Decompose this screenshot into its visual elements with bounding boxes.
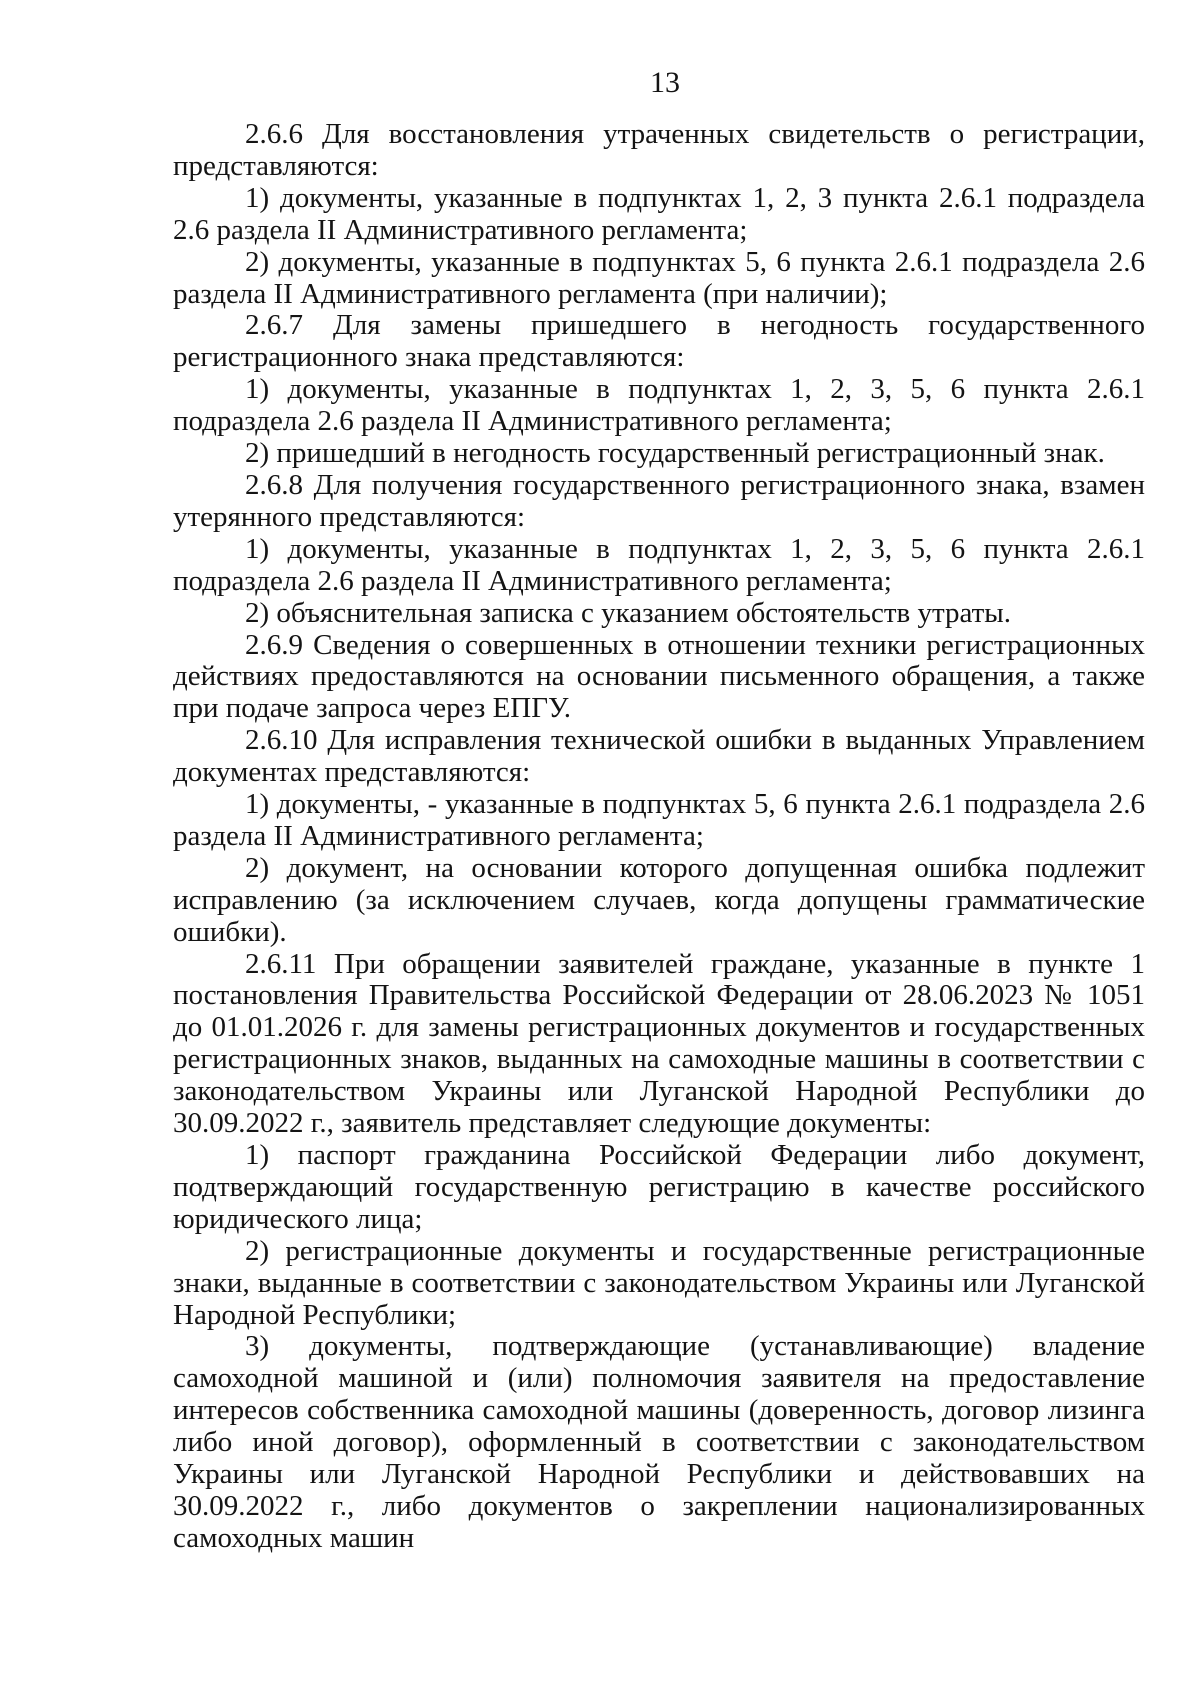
list-item: 2) регистрационные документы и государственные регистрационные знаки, выданные в соответствии с законодательством Украины или Луганской Народной Республики; (173, 1234, 1145, 1331)
list-item: 1) документы, указанные в подпунктах 1, 2, 3 пункта 2.6.1 подраздела 2.6 раздела II Административного регламента; (173, 181, 1145, 246)
list-item: 2) документы, указанные в подпунктах 5, 6 пункта 2.6.1 подраздела 2.6 раздела II Административного регламента (при наличии); (173, 245, 1145, 310)
list-item: 1) документы, указанные в подпунктах 1, 2, 3, 5, 6 пункта 2.6.1 подраздела 2.6 раздела II Административного регламента; (173, 373, 1145, 438)
list-item: 2) документ, на основании которого допущенная ошибка подлежит исправлению (за исключением случаев, когда допущены грамматические ошибки). (173, 851, 1145, 948)
page-number: 13 (650, 66, 680, 99)
list-item: 1) документы, - указанные в подпунктах 5, 6 пункта 2.6.1 подраздела 2.6 раздела II Административного регламента; (173, 788, 1145, 852)
paragraph-2-6-11: 2.6.11 При обращении заявителей граждане, указанные в пункте 1 постановления Правительства Российской Федерации от 28.06.2023 № 1051 до 01.01.2026 г. для замены регистрационных документов и государственных регистрационных знаков, выданных на самоходные машины в соответствии с законодательством Украины или Луганской Народной Республики до 30.09.2022 г., заявитель представляет следующие документы: (173, 947, 1145, 1140)
list-item: 1) паспорт гражданина Российской Федерации либо документ, подтверждающий государственную регистрацию в качестве российского юридического лица; (173, 1139, 1145, 1235)
list-item: 2) пришедший в негодность государственный регистрационный знак. (245, 437, 1105, 470)
paragraph-2-6-9: 2.6.9 Сведения о совершенных в отношении техники регистрационных действиях предоставляются на основании письменного обращения, а также при подаче запроса через ЕПГУ. (173, 628, 1145, 725)
list-item: 1) документы, указанные в подпунктах 1, 2, 3, 5, 6 пункта 2.6.1 подраздела 2.6 раздела II Административного регламента; (173, 532, 1145, 597)
paragraph-2-6-7: 2.6.7 Для замены пришедшего в негодность государственного регистрационного знака представляются: (173, 309, 1145, 374)
document-body (173, 119, 1145, 1555)
paragraph-2-6-6: 2.6.6 Для восстановления утраченных свидетельств о регистрации, представляются: (173, 118, 1145, 182)
list-item: 3) документы, подтверждающие (устанавливающие) владение самоходной машиной и (или) полномочия заявителя на предоставление интересов собственника самоходной машины (доверенность, договор лизинга либо иной договор), оформленный в соответствии с законодательством Украины или Луганской Народной Республики и действовавших на 30.09.2022 г., либо документов о закреплении национализированных самоходных машин (173, 1330, 1145, 1554)
list-item: 2) объяснительная записка с указанием обстоятельств утраты. (245, 596, 1012, 629)
paragraph-2-6-8: 2.6.8 Для получения государственного регистрационного знака, взамен утерянного представляются: (173, 468, 1145, 533)
paragraph-2-6-10: 2.6.10 Для исправления технической ошибки в выданных Управлением документах представляются: (173, 724, 1145, 789)
